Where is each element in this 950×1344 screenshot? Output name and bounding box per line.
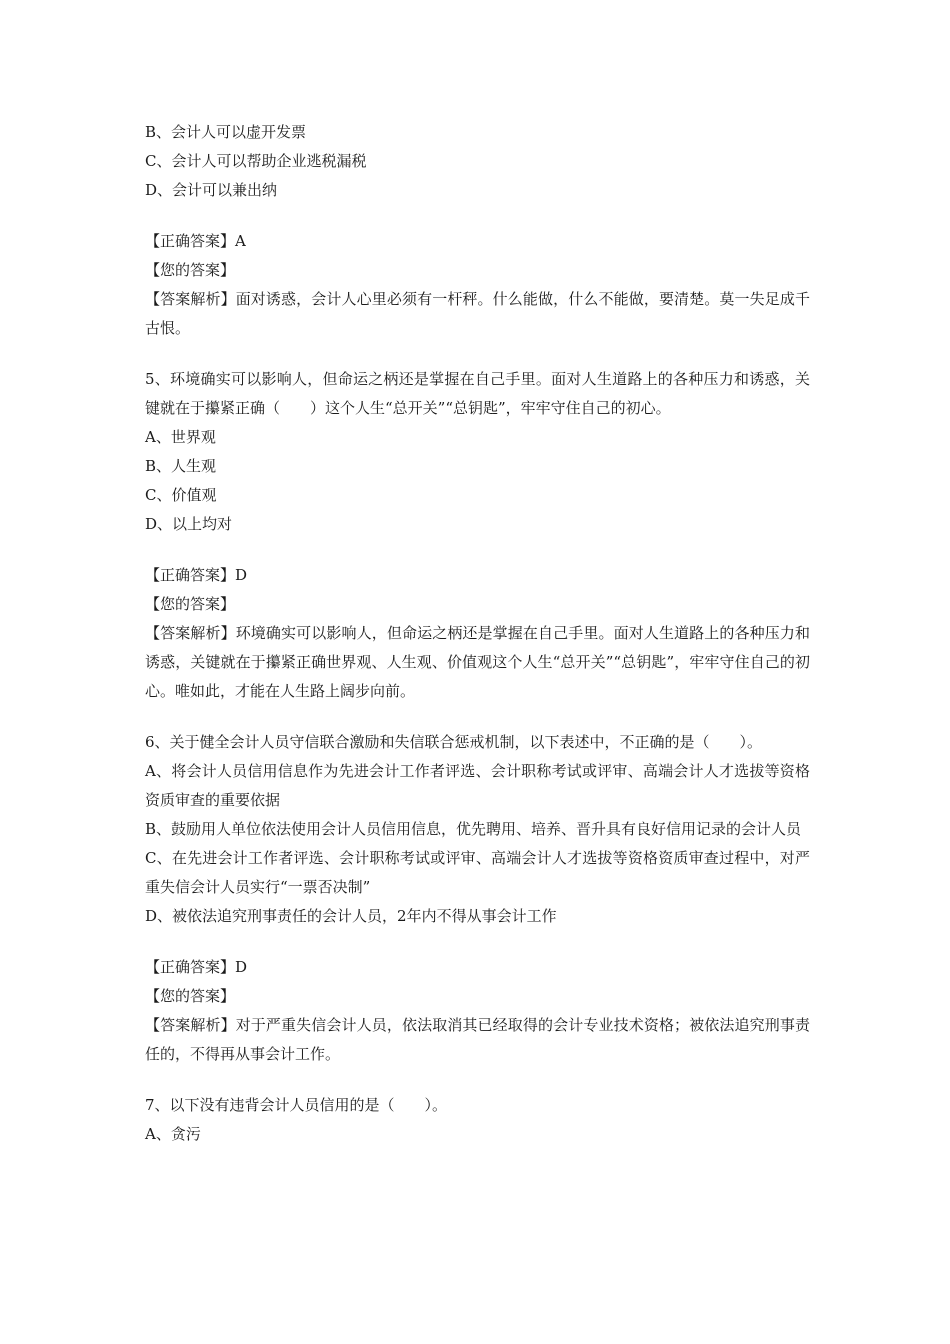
- option-a: A、世界观: [145, 428, 216, 446]
- your-answer: 【您的答案】: [145, 987, 236, 1005]
- answer-analysis: 【答案解析】环境确实可以影响人，但命运之柄还是掌握在自己手里。面对人生道路上的各种压力和诱惑，关键就在于攥紧正确世界观、人生观、价值观这个人生“总开关”“总钥匙”，牢牢守住自己的初心。唯如此，才能在人生路上阔步向前。: [145, 624, 810, 700]
- your-answer: 【您的答案】: [145, 261, 236, 279]
- correct-answer: 【正确答案】D: [145, 958, 248, 976]
- option-a: A、将会计人员信用信息作为先进会计工作者评选、会计职称考试或评审、高端会计人才选拔等资格资质审查的重要依据: [145, 762, 810, 809]
- question-text: 7、以下没有违背会计人员信用的是（ ）。: [145, 1096, 448, 1114]
- exam-content: [145, 118, 810, 1149]
- answer-analysis: 【答案解析】面对诱惑，会计人心里必须有一杆秤。什么能做，什么不能做，要清楚。莫一失足成千古恨。: [145, 290, 810, 337]
- option-c: C、在先进会计工作者评选、会计职称考试或评审、高端会计人才选拔等资格资质审查过程中，对严重失信会计人员实行“一票否决制”: [145, 849, 810, 896]
- question-text: 5、环境确实可以影响人，但命运之柄还是掌握在自己手里。面对人生道路上的各种压力和诱惑，关键就在于攥紧正确（ ）这个人生“总开关”“总钥匙”，牢牢守住自己的初心。: [145, 370, 810, 417]
- correct-answer: 【正确答案】D: [145, 566, 248, 584]
- option-b: B、鼓励用人单位依法使用会计人员信用信息，优先聘用、培养、晋升具有良好信用记录的会计人员: [145, 820, 802, 838]
- your-answer: 【您的答案】: [145, 595, 236, 613]
- option-b: B、会计人可以虚开发票: [145, 123, 307, 141]
- option-d: D、会计可以兼出纳: [145, 181, 278, 199]
- correct-answer: 【正确答案】A: [145, 232, 246, 250]
- option-a: A、贪污: [145, 1125, 201, 1143]
- question-7: [145, 1091, 810, 1149]
- option-b: B、人生观: [145, 457, 217, 475]
- option-c: C、价值观: [145, 486, 217, 504]
- answer-analysis: 【答案解析】对于严重失信会计人员，依法取消其已经取得的会计专业技术资格；被依法追究刑事责任的，不得再从事会计工作。: [145, 1016, 810, 1063]
- option-c: C、会计人可以帮助企业逃税漏税: [145, 152, 367, 170]
- question-text: 6、关于健全会计人员守信联合激励和失信联合惩戒机制，以下表述中，不正确的是（ ）。: [145, 733, 763, 751]
- question-5: [145, 365, 810, 706]
- option-d: D、被依法追究刑事责任的会计人员，2年内不得从事会计工作: [145, 907, 557, 925]
- option-d: D、以上均对: [145, 515, 233, 533]
- question-4-tail: [145, 118, 810, 343]
- question-6: [145, 728, 810, 1069]
